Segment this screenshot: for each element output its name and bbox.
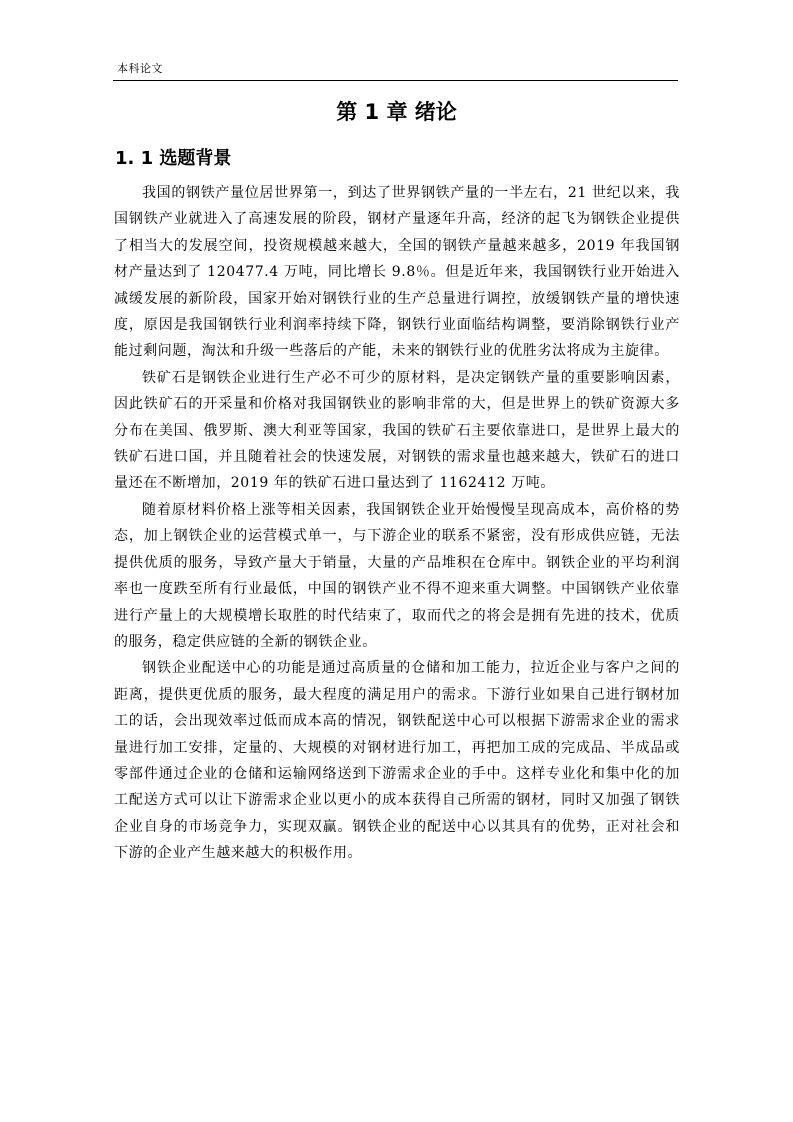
running-header: 本科论文: [117, 62, 163, 75]
body-text: [114, 180, 680, 867]
chapter-title: 第 1 章 绪论: [336, 100, 457, 124]
paragraph: 我国的钢铁产量位居世界第一，到达了世界钢铁产量的一半左右，21 世纪以来，我国钢铁产业就进入了高速发展的阶段，钢材产量逐年升高，经济的起飞为钢铁企业提供了相当大的发展空间，投资规模越来越大，全国的钢铁产量越来越多，2019 年我国钢材产量达到了 120477.4 万吨，同比增长 9.8％。但是近年来，我国钢铁行业开始进入减缓发展的新阶段，国家开始对钢铁行业的生产总量进行调控，放缓钢铁产量的增快速度，原因是我国钢铁行业利润率持续下降，钢铁行业面临结构调整，要消除钢铁行业产能过剩问题，淘汰和升级一些落后的产能，未来的钢铁行业的优胜劣汰将成为主旋律。: [114, 185, 680, 360]
header-divider: [113, 80, 678, 81]
paragraph: 钢铁企业配送中心的功能是通过高质量的仓储和加工能力，拉近企业与客户之间的距离，提供更优质的服务，最大程度的满足用户的需求。下游行业如果自己进行钢材加工的话，会出现效率过低而成本高的情况，钢铁配送中心可以根据下游需求企业的需求量进行加工安排，定量的、大规模的对钢材进行加工，再把加工成的完成品、半成品或零部件通过企业的仓储和运输网络送到下游需求企业的手中。这样专业化和集中化的加工配送方式可以让下游需求企业以更小的成本获得自己所需的钢材，同时又加强了钢铁企业自身的市场竞争力，实现双赢。钢铁企业的配送中心以其具有的优势，正对社会和下游的企业产生越来越大的积极作用。: [114, 660, 680, 862]
paragraph: 随着原材料价格上涨等相关因素，我国钢铁企业开始慢慢呈现高成本，高价格的势态，加上钢铁企业的运营模式单一，与下游企业的联系不紧密，没有形成供应链，无法提供优质的服务，导致产量大于销量，大量的产品堆积在仓库中。钢铁企业的平均利润率也一度跌至所有行业最低，中国的钢铁产业不得不迎来重大调整。中国钢铁产业依靠进行产量上的大规模增长取胜的时代结束了，取而代之的将会是拥有先进的技术，优质的服务，稳定供应链的全新的钢铁企业。: [114, 501, 680, 650]
paragraph: 铁矿石是钢铁企业进行生产必不可少的原材料，是决定钢铁产量的重要影响因素，因此铁矿石的开采量和价格对我国钢铁业的影响非常的大，但是世界上的铁矿资源大多分布在美国、俄罗斯、澳大利亚等国家，我国的铁矿石主要依靠进口，是世界上最大的铁矿石进口国，并且随着社会的快速发展，对钢铁的需求量也越来越大，铁矿石的进口量还在不断增加，2019 年的铁矿石进口量达到了 1162412 万吨。: [114, 369, 680, 492]
section-title: 1. 1 选题背景: [115, 148, 232, 169]
